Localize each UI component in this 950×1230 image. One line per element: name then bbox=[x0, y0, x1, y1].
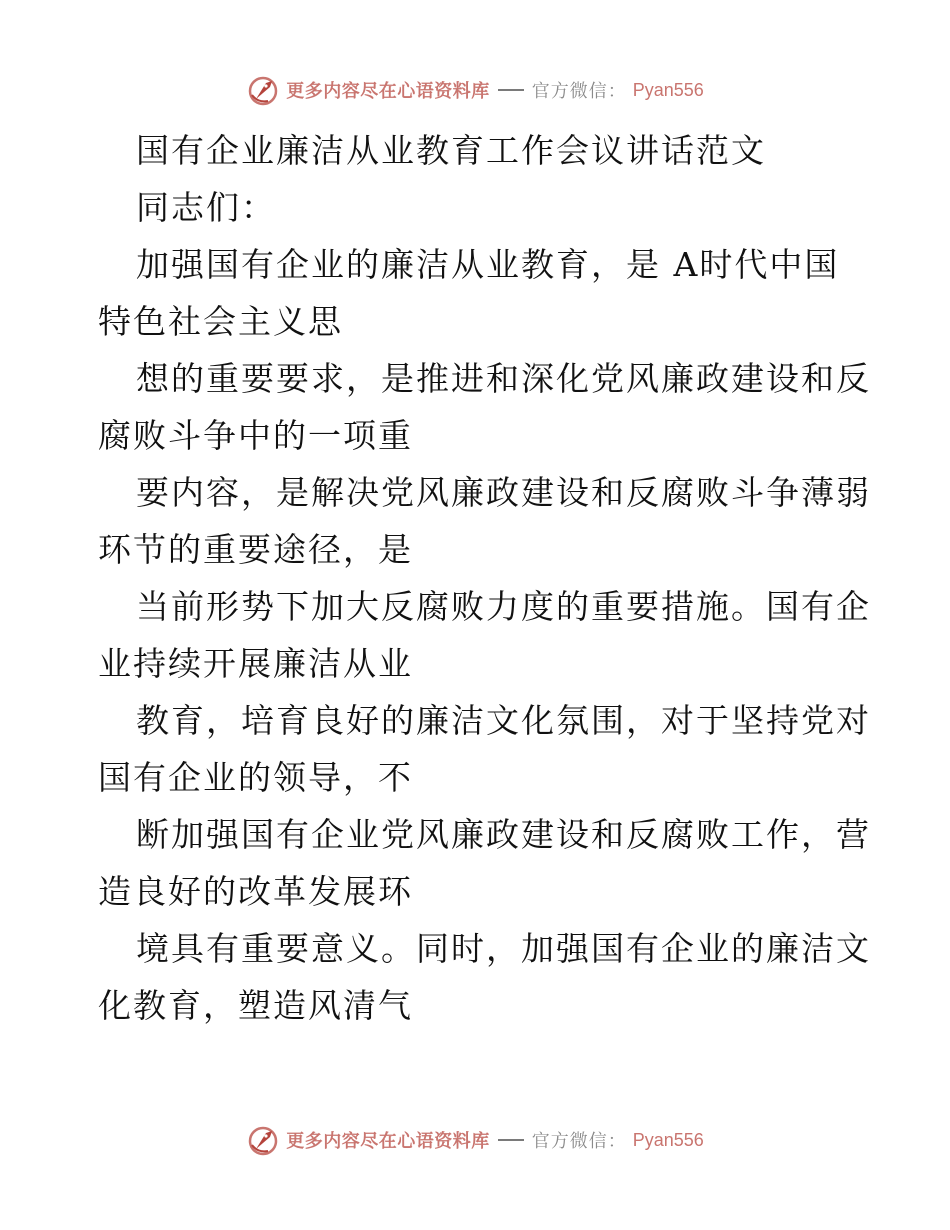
footer-dash-divider bbox=[498, 1139, 524, 1141]
footer-banner-content bbox=[246, 1123, 704, 1157]
document-body bbox=[98, 122, 871, 1034]
paragraph-line: 要内容，是解决党风廉政建设和反腐败斗争薄弱 bbox=[136, 473, 871, 512]
paragraph-line: 当前形势下加大反腐败力度的重要措施。国有企 bbox=[136, 587, 871, 626]
footer-wechat-id: Pyan556 bbox=[632, 1129, 704, 1150]
paragraph-line: 腐败斗争中的一项重 bbox=[98, 416, 413, 455]
header-wechat-id: Pyan556 bbox=[632, 79, 704, 100]
paragraph-line: 业持续开展廉洁从业 bbox=[98, 644, 413, 683]
paragraph-line: 特色社会主义思 bbox=[98, 302, 343, 341]
footer-brand-text: 更多内容尽在心语资料库 bbox=[286, 1131, 490, 1152]
paragraph-line: 化教育，塑造风清气 bbox=[98, 986, 413, 1025]
paragraph-line: 造良好的改革发展环 bbox=[98, 872, 413, 911]
header-watermark-banner bbox=[0, 68, 950, 112]
pen-nib-logo-icon bbox=[246, 1123, 280, 1157]
header-dash-divider bbox=[498, 89, 524, 91]
paragraph-line: 断加强国有企业党风廉政建设和反腐败工作，营 bbox=[136, 815, 871, 854]
header-brand-text: 更多内容尽在心语资料库 bbox=[286, 81, 490, 102]
paragraph-line: 国有企业的领导，不 bbox=[98, 758, 413, 797]
footer-wechat-label: 官方微信： bbox=[531, 1131, 627, 1152]
document-title: 国有企业廉洁从业教育工作会议讲话范文 bbox=[136, 131, 766, 170]
footer-watermark-banner bbox=[0, 1118, 950, 1162]
header-banner-content bbox=[246, 73, 704, 107]
paragraph-line: 教育，培育良好的廉洁文化氛围，对于坚持党对 bbox=[136, 701, 871, 740]
header-wechat-label: 官方微信： bbox=[531, 81, 627, 102]
paragraph-line: 想的重要要求，是推进和深化党风廉政建设和反 bbox=[136, 359, 871, 398]
paragraph-line: 环节的重要途径，是 bbox=[98, 530, 413, 569]
paragraph-line: 加强国有企业的廉洁从业教育，是 A时代中国 bbox=[136, 245, 840, 284]
paragraph-line: 境具有重要意义。同时，加强国有企业的廉洁文 bbox=[136, 929, 871, 968]
document-greeting: 同志们： bbox=[136, 188, 276, 227]
pen-nib-logo-icon bbox=[246, 73, 280, 107]
